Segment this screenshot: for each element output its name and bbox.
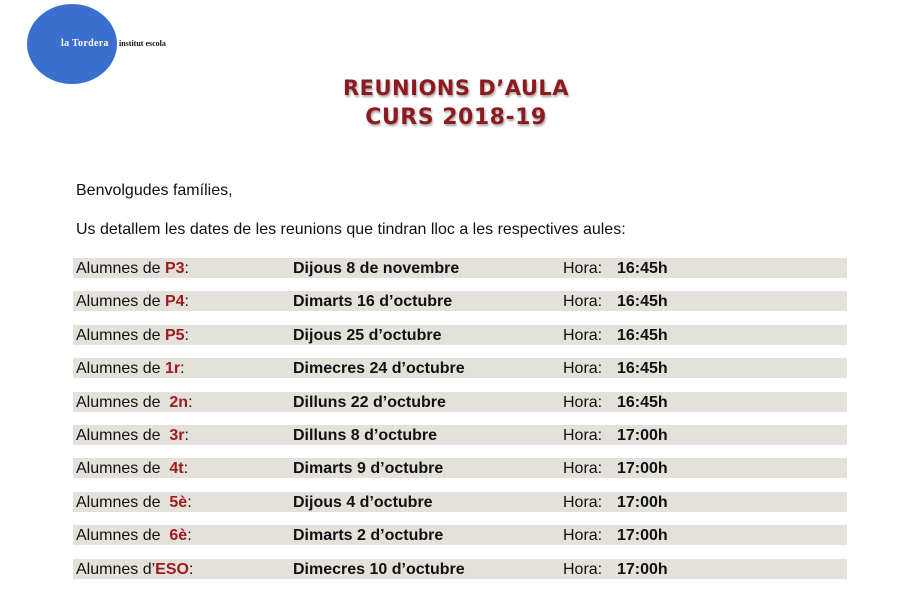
- date-cell: Dimecres 10 d’octubre: [293, 560, 465, 578]
- grade-label: 1r: [164, 360, 181, 378]
- grade-label: 3r: [169, 426, 185, 444]
- group-prefix: Alumnes de: [76, 460, 170, 478]
- group-cell: [76, 560, 193, 580]
- greeting-text: Benvolgudes famílies,: [76, 182, 233, 199]
- time-cell: 17:00h: [617, 560, 668, 578]
- group-cell: [76, 459, 188, 479]
- table-row: [73, 492, 847, 512]
- grade-label: P4: [164, 293, 185, 311]
- group-suffix: :: [184, 426, 189, 444]
- group-prefix: Alumnes d’: [76, 560, 156, 578]
- grade-label: 2n: [169, 393, 189, 411]
- table-row: [73, 392, 847, 412]
- time-cell: 16:45h: [617, 360, 668, 378]
- time-cell: 16:45h: [617, 326, 668, 344]
- group-suffix: :: [184, 293, 189, 311]
- group-cell: [76, 359, 185, 379]
- date-cell: Dimarts 16 d’octubre: [293, 293, 453, 311]
- hora-label: Hora:: [563, 426, 603, 444]
- date-cell: Dilluns 8 d’octubre: [293, 426, 438, 444]
- table-row: [73, 325, 847, 345]
- group-suffix: :: [180, 360, 185, 378]
- group-cell: [76, 292, 189, 312]
- time-cell: 17:00h: [617, 493, 668, 511]
- date-cell: Dijous 25 d’octubre: [293, 326, 442, 344]
- logo-name: la Tordera: [61, 38, 109, 49]
- hora-label: Hora:: [563, 527, 603, 545]
- group-prefix: Alumnes de: [76, 360, 165, 378]
- intro-text: Us detallem les dates de les reunions que tindran lloc a les respectives aules:: [76, 221, 626, 238]
- table-row: [73, 458, 847, 478]
- group-cell: [76, 326, 189, 346]
- group-suffix: :: [184, 326, 189, 344]
- group-prefix: Alumnes de: [76, 326, 165, 344]
- title-line-1: REUNIONS D’AULA: [342, 76, 570, 100]
- group-cell: [76, 493, 192, 513]
- date-cell: Dimarts 2 d’octubre: [293, 527, 444, 545]
- time-cell: 16:45h: [617, 393, 668, 411]
- date-cell: Dijous 8 de novembre: [293, 260, 460, 277]
- grade-label: 6è: [169, 527, 188, 545]
- date-cell: Dimecres 24 d’octubre: [293, 360, 465, 378]
- grade-label: 5è: [169, 493, 188, 511]
- hora-label: Hora:: [563, 326, 603, 344]
- group-cell: [76, 426, 189, 446]
- group-suffix: :: [188, 560, 194, 578]
- table-row: [73, 291, 847, 311]
- group-suffix: :: [188, 393, 193, 411]
- meetings-table: [73, 258, 847, 592]
- grade-label: P3: [164, 260, 185, 277]
- group-prefix: Alumnes de: [76, 527, 170, 545]
- hora-label: Hora:: [563, 460, 603, 478]
- grade-label: P5: [164, 326, 185, 344]
- group-suffix: :: [187, 527, 192, 545]
- grade-label: 4t: [169, 460, 184, 478]
- hora-label: Hora:: [563, 293, 603, 311]
- table-row: [73, 258, 847, 278]
- group-prefix: Alumnes de: [76, 260, 165, 277]
- table-row: [73, 559, 847, 579]
- group-cell: [76, 259, 189, 279]
- time-cell: 17:00h: [617, 426, 668, 444]
- time-cell: 17:00h: [617, 460, 668, 478]
- group-suffix: :: [187, 493, 192, 511]
- time-cell: 17:00h: [617, 527, 668, 545]
- group-cell: [76, 393, 193, 413]
- group-suffix: :: [184, 260, 189, 277]
- hora-label: Hora:: [563, 560, 603, 578]
- hora-label: Hora:: [563, 393, 603, 411]
- time-cell: 16:45h: [617, 293, 668, 311]
- group-suffix: :: [183, 460, 189, 478]
- logo-subtitle: institut escola: [119, 39, 166, 48]
- time-cell: 16:45h: [617, 260, 668, 277]
- group-prefix: Alumnes de: [76, 293, 165, 311]
- table-row: [73, 425, 847, 445]
- grade-label: ESO: [155, 560, 189, 578]
- title-line-2: CURS 2018-19: [365, 105, 547, 130]
- date-cell: Dimarts 9 d’octubre: [293, 460, 444, 478]
- group-prefix: Alumnes de: [76, 493, 170, 511]
- hora-label: Hora:: [563, 360, 603, 378]
- hora-label: Hora:: [563, 260, 603, 277]
- hora-label: Hora:: [563, 493, 603, 511]
- date-cell: Dilluns 22 d’octubre: [293, 393, 446, 411]
- table-row: [73, 358, 847, 378]
- group-prefix: Alumnes de: [76, 426, 170, 444]
- table-row: [73, 525, 847, 545]
- group-cell: [76, 526, 192, 546]
- date-cell: Dijous 4 d’octubre: [293, 493, 433, 511]
- group-prefix: Alumnes de: [76, 393, 170, 411]
